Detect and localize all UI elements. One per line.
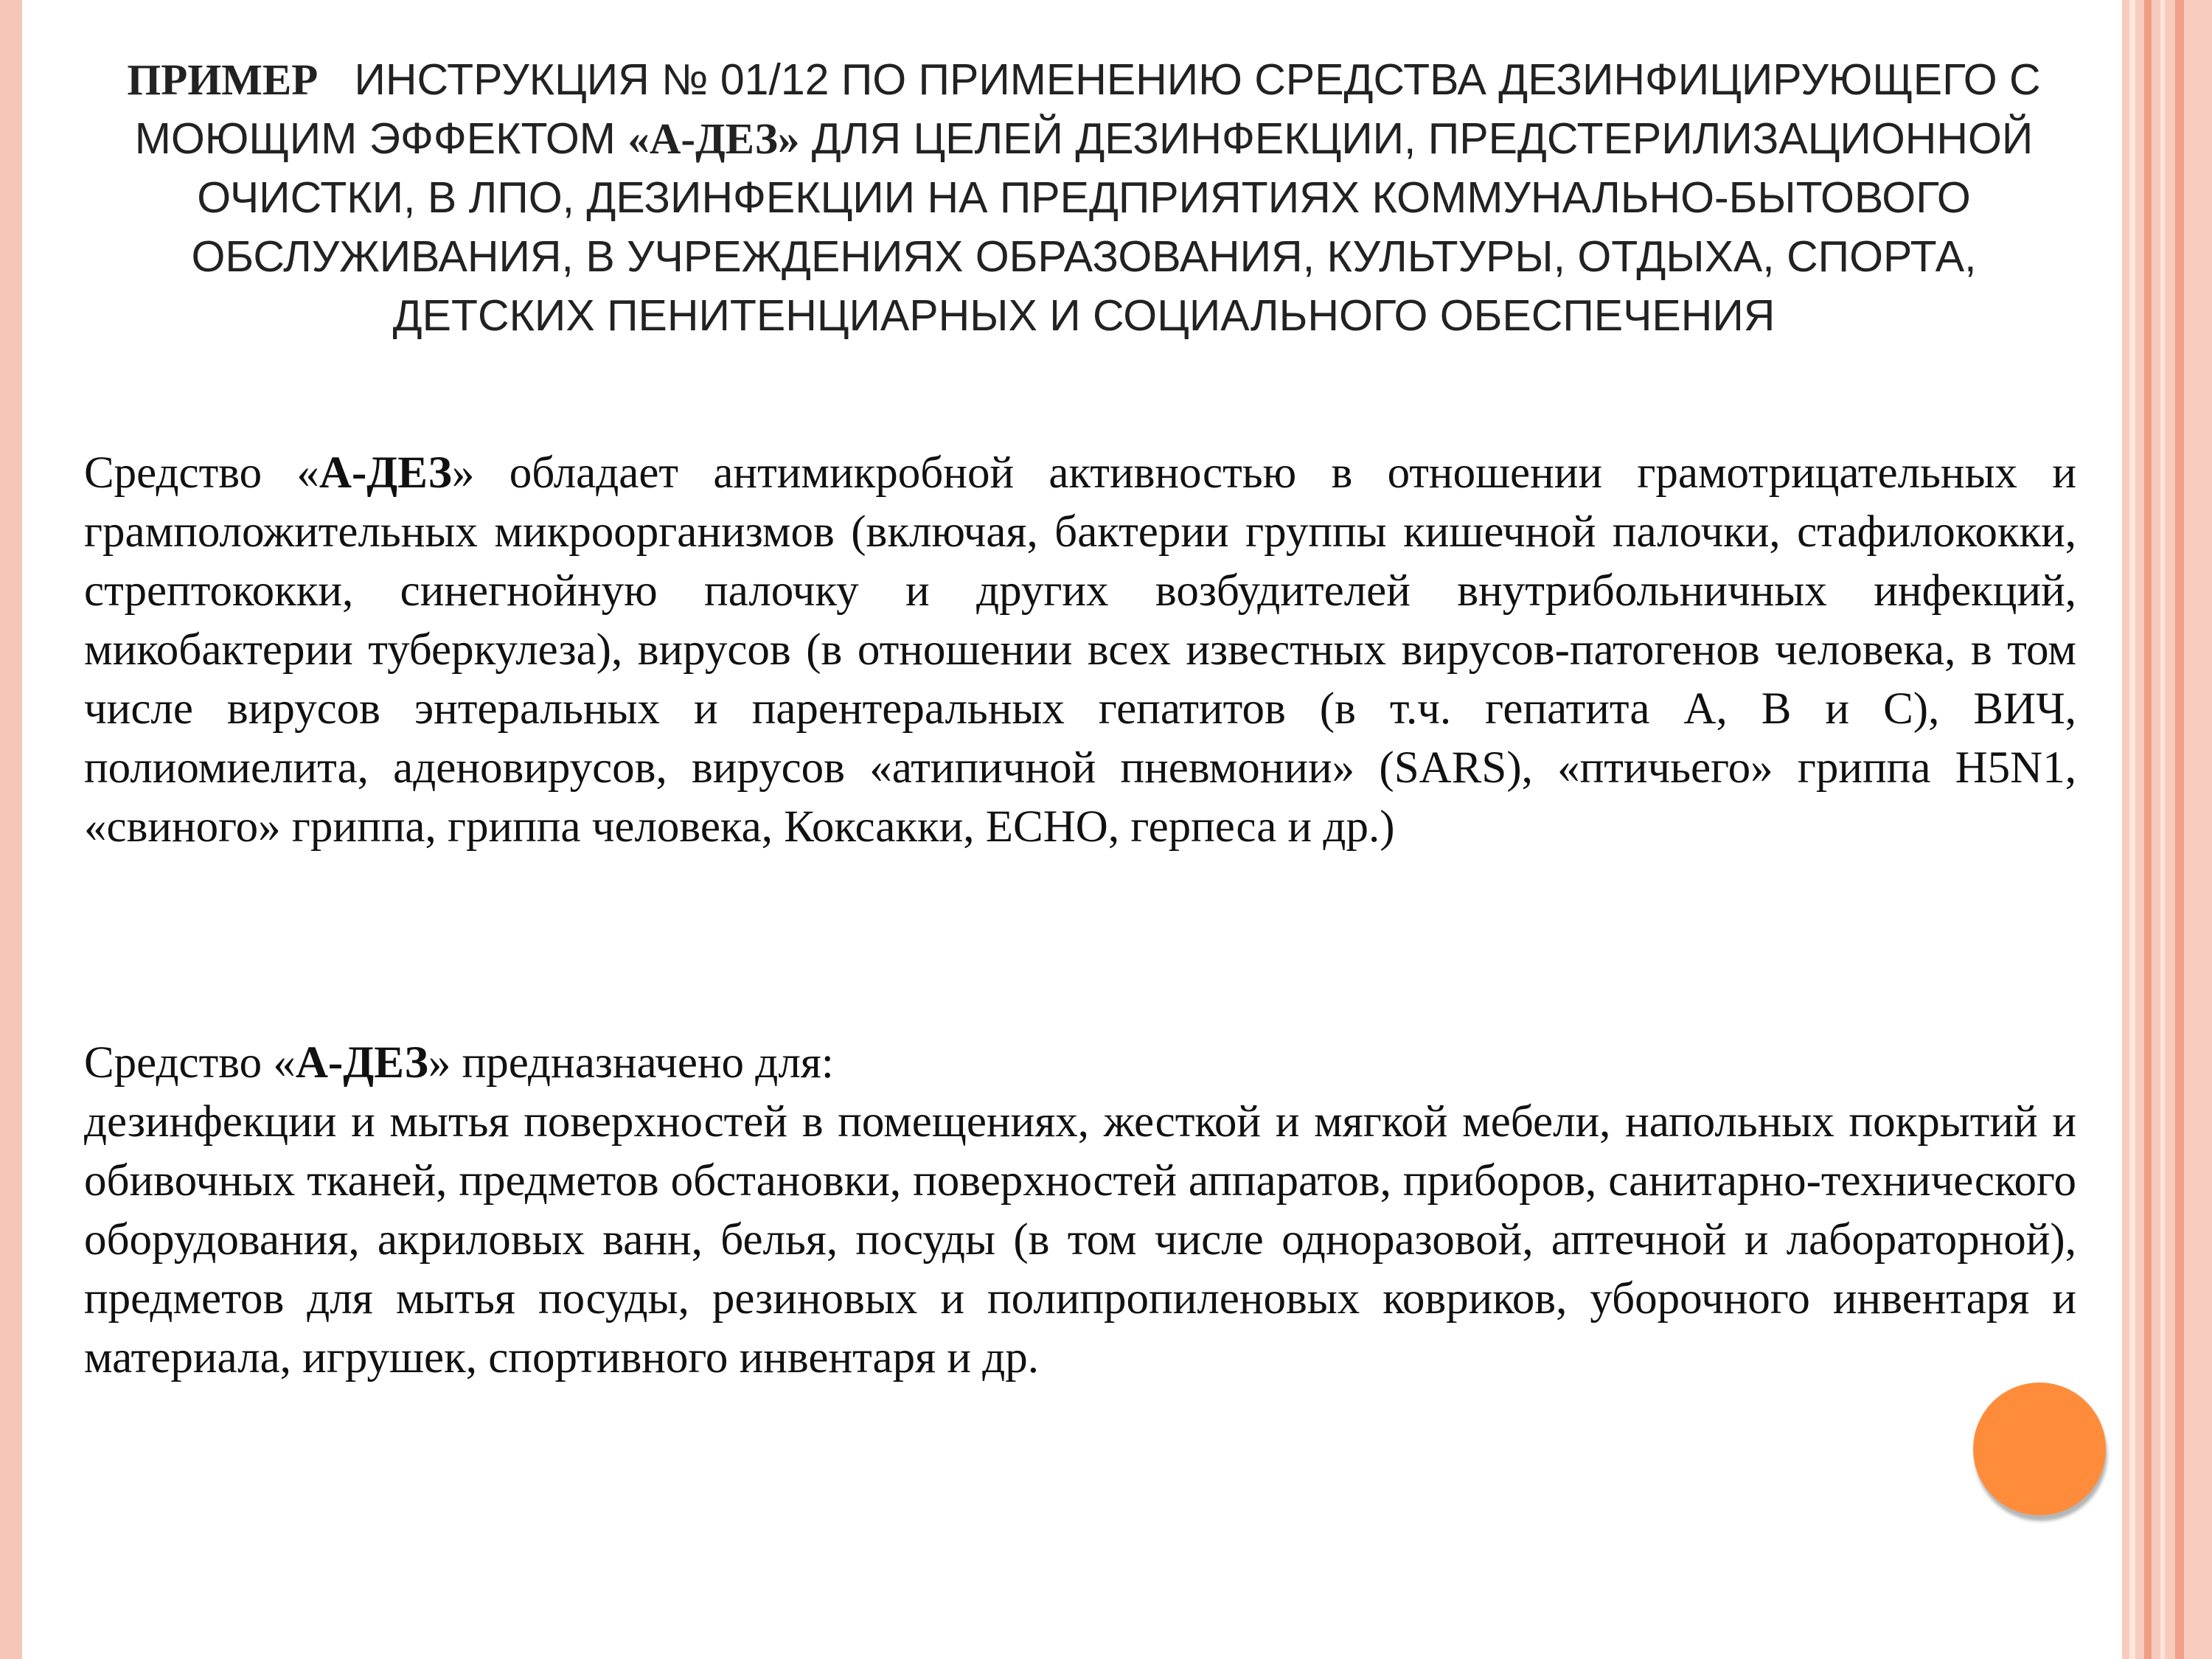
paragraph1-prefix: Средство « — [84, 448, 319, 498]
right-border-decoration — [2122, 0, 2212, 1659]
right-border-stripe — [2160, 0, 2165, 1659]
paragraph-antimicrobial — [84, 444, 2076, 857]
orange-circle-decoration — [1973, 1382, 2106, 1515]
paragraph-purpose — [84, 1034, 2076, 1388]
right-border-stripe — [2129, 0, 2135, 1659]
right-border-stripe — [2175, 0, 2184, 1659]
paragraph1-product-name: А-ДЕЗ — [319, 448, 452, 498]
paragraph2-lead — [84, 1034, 2076, 1093]
paragraph2-text: дезинфекции и мытья поверхностей в помещениях, жесткой и мягкой мебели, напольных покрытий и обивочных тканей, предметов обстановки, поверхностей аппаратов, приборов, санитарно-технического оборудования, акриловых ванн, белья, посуды (в том числе одноразовой, аптечной и лабораторной), предметов для мытья посуды, резиновых и полипропиленовых ковриков, уборочного инвентаря и материала, игрушек, спортивного инвентаря и др. — [84, 1097, 2076, 1382]
paragraph2-prefix: Средство « — [84, 1038, 296, 1088]
title-product-name: «А-ДЕЗ» — [627, 114, 800, 163]
title-text-part2: ДЛЯ ЦЕЛЕЙ ДЕЗИНФЕКЦИИ, ПРЕДСТЕРИЛИЗАЦИОННОЙ ОЧИСТКИ, В ЛПО, ДЕЗИНФЕКЦИИ НА ПРЕДПРИЯТИЯХ КОММУНАЛЬНО-БЫТОВОГО ОБСЛУЖИВАНИЯ, В УЧРЕЖДЕНИЯХ ОБРАЗОВАНИЯ, КУЛЬТУРЫ, ОТДЫХА, СПОРТА, ДЕТСКИХ ПЕНИТЕНЦИАРНЫХ И СОЦИАЛЬНОГО ОБЕСПЕЧЕНИЯ — [191, 114, 2034, 340]
left-border-decoration — [0, 0, 22, 1659]
title-text-part1: ИНСТРУКЦИЯ № 01/12 ПО ПРИМЕНЕНИЮ СРЕДСТВА ДЕЗИНФИЦИРУЮЩЕГО С МОЮЩИМ ЭФФЕКТОМ — [134, 55, 2041, 163]
paragraph1-text: » обладает антимикробной активностью в отношении грамотрицательных и грамположительных микроорганизмов (включая, бактерии группы кишечной палочки, стафилококки, стрептококки, синегнойную палочку и других возбудителей внутрибольничных инфекций, микобактерии туберкулеза), вирусов (в отношении всех известных вирусов-патогенов человека, в том числе вирусов энтеральных и парентеральных гепатитов (в т.ч. гепатита А, В и С), ВИЧ, полиомиелита, аденовирусов, вирусов «атипичной пневмонии» (SARS), «птичьего» гриппа H5N1, «свиного» гриппа, гриппа человека, Коксакки, ЕСНО, герпеса и др.) — [84, 448, 2076, 852]
paragraph2-lead-suffix: » предназначено для: — [428, 1038, 834, 1088]
slide-title — [88, 50, 2079, 345]
title-label: ПРИМЕР — [127, 55, 319, 104]
paragraph2-product-name: А-ДЕЗ — [295, 1038, 428, 1088]
right-border-stripe — [2144, 0, 2152, 1659]
